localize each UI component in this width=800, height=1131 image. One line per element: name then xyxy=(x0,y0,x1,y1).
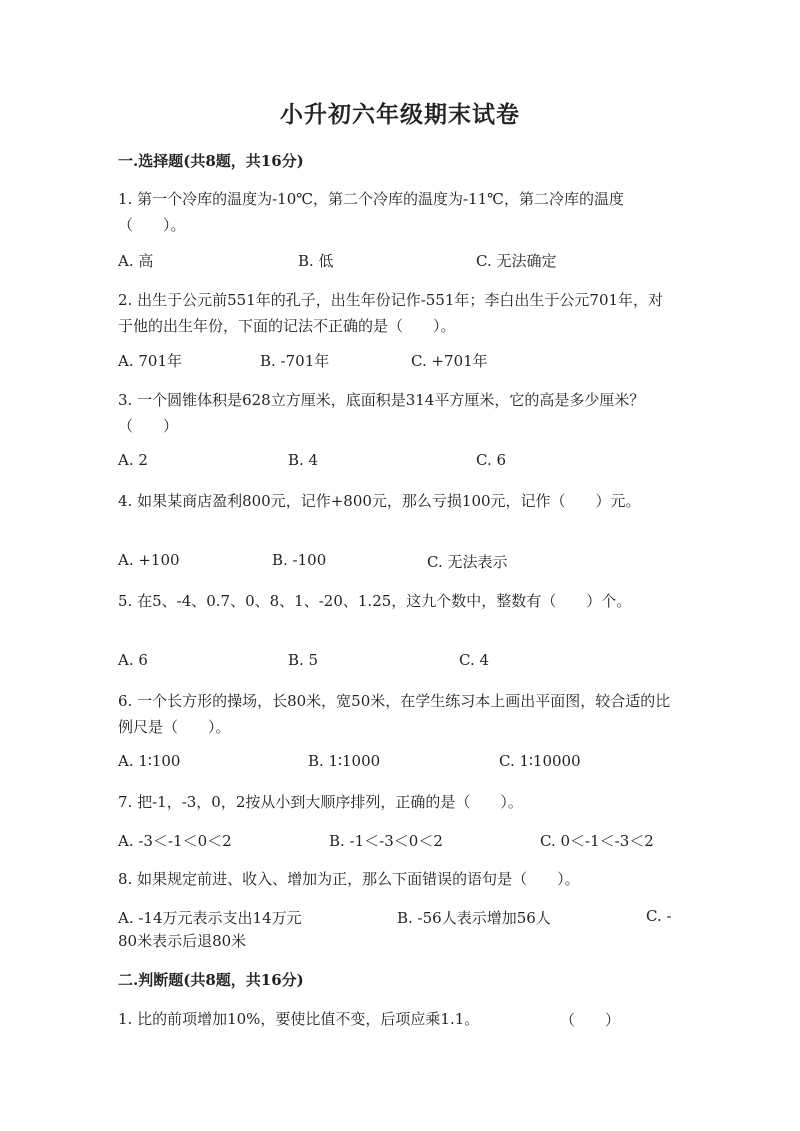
judgement-1-answer-blank[interactable]: （ ） xyxy=(560,1011,621,1029)
q2-option-c[interactable]: C. +701年 xyxy=(411,352,488,370)
q6-option-a[interactable]: A. 1∶100 xyxy=(118,752,181,770)
page-title: 小升初六年级期末试卷 xyxy=(280,101,520,128)
section-heading-judgement: 二.判断题(共8题，共16分) xyxy=(118,971,304,989)
q4-option-a[interactable]: A. +100 xyxy=(118,551,180,569)
q6-option-b[interactable]: B. 1∶1000 xyxy=(308,752,381,770)
q5-option-a[interactable]: A. 6 xyxy=(118,651,148,669)
question-1: 1. 第一个冷库的温度为-10℃，第二个冷库的温度为-11℃，第二冷库的温度（ ）。 xyxy=(118,190,624,234)
q3-option-c[interactable]: C. 6 xyxy=(476,451,507,469)
q7-option-a[interactable]: A. -3＜-1＜0＜2 xyxy=(118,832,232,850)
q2-option-b[interactable]: B. -701年 xyxy=(260,352,330,370)
q1-option-c[interactable]: C. 无法确定 xyxy=(476,252,557,270)
q3-option-b[interactable]: B. 4 xyxy=(288,451,319,469)
q1-option-b[interactable]: B. 低 xyxy=(298,252,334,270)
section-heading-choice: 一.选择题(共8题，共16分) xyxy=(118,152,304,170)
question-3: 3. 一个圆锥体积是628立方厘米，底面积是314平方厘米，它的高是多少厘米？（ ） xyxy=(118,391,645,435)
q5-option-c[interactable]: C. 4 xyxy=(459,651,490,669)
question-4: 4. 如果某商店盈利800元，记作+800元，那么亏损100元，记作（ ）元。 xyxy=(118,492,641,510)
question-8: 8. 如果规定前进、收入、增加为正，那么下面错误的语句是（ ）。 xyxy=(118,870,580,888)
q7-option-b[interactable]: B. -1＜-3＜0＜2 xyxy=(329,832,443,850)
q8-option-a[interactable]: A. -14万元表示支出14万元 xyxy=(118,909,302,927)
q3-option-a[interactable]: A. 2 xyxy=(118,451,148,469)
q8-option-b[interactable]: B. -56人表示增加56人 xyxy=(397,909,551,927)
q5-option-b[interactable]: B. 5 xyxy=(288,651,319,669)
q7-option-c[interactable]: C. 0＜-1＜-3＜2 xyxy=(540,832,654,850)
q2-option-a[interactable]: A. 701年 xyxy=(118,352,182,370)
judgement-question-1: 1. 比的前项增加10%，要使比值不变，后项应乘1.1。 xyxy=(118,1010,480,1028)
q4-option-c[interactable]: C. 无法表示 xyxy=(427,553,508,571)
q8-option-c[interactable]: C. - xyxy=(646,907,672,925)
question-7: 7. 把-1，-3，0，2按从小到大顺序排列，正确的是（ ）。 xyxy=(118,793,523,811)
q8-option-c-continued: 80米表示后退80米 xyxy=(118,932,247,950)
question-2: 2. 出生于公元前551年的孔子，出生年份记作-551年；李白出生于公元701年，对于他的出生年份，下面的记法不正确的是（ ）。 xyxy=(118,291,664,335)
q1-option-a[interactable]: A. 高 xyxy=(118,252,154,270)
question-5: 5. 在5、-4、0.7、0、8、1、-20、1.25，这九个数中，整数有（ ）个。 xyxy=(118,592,632,610)
q6-option-c[interactable]: C. 1∶10000 xyxy=(499,752,581,770)
q4-option-b[interactable]: B. -100 xyxy=(272,551,327,569)
question-6: 6. 一个长方形的操场，长80米，宽50米，在学生练习本上画出平面图，较合适的比例尺是（ ）。 xyxy=(118,692,671,736)
